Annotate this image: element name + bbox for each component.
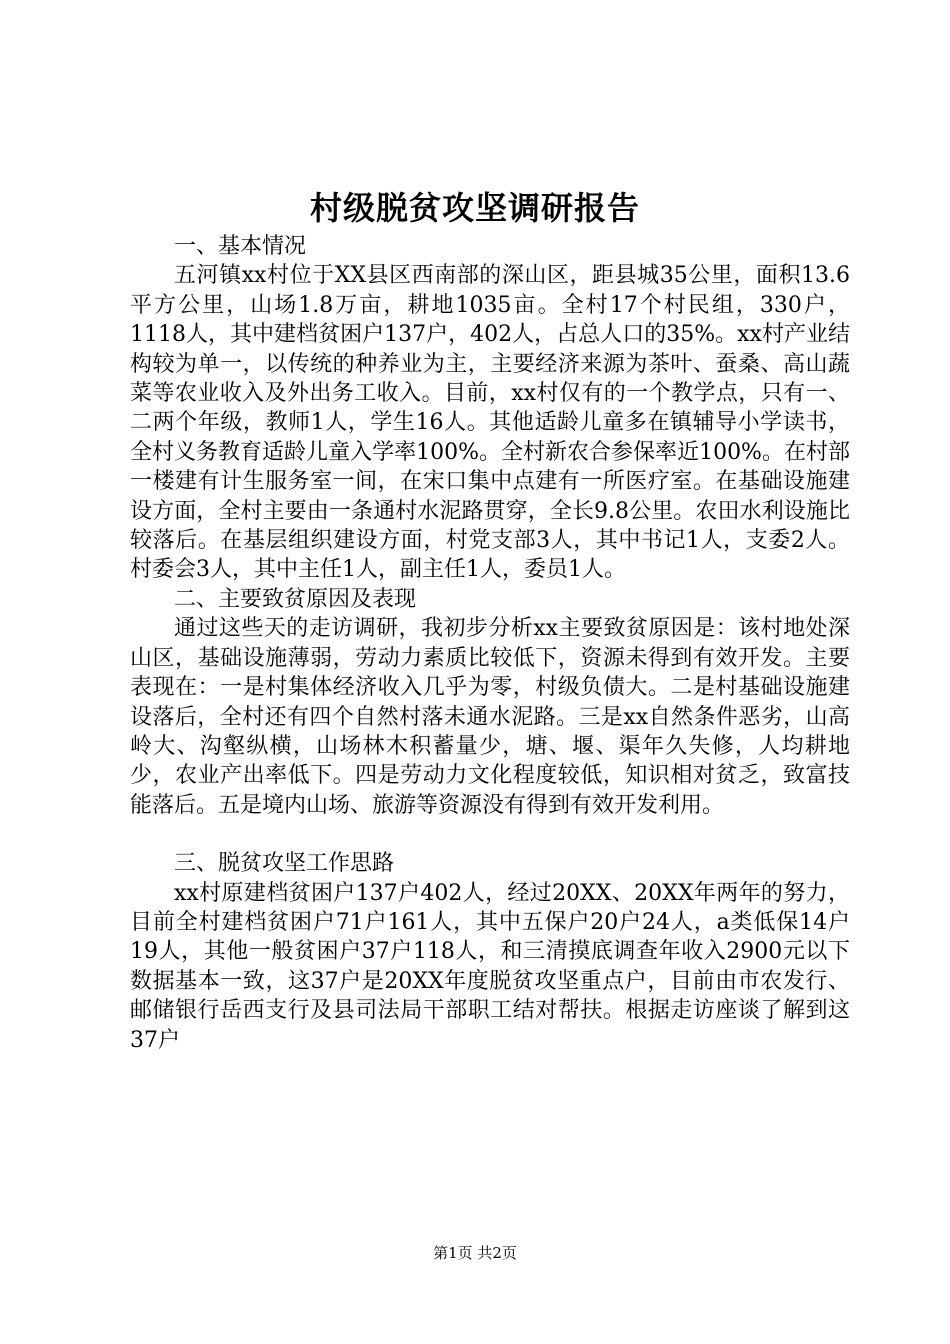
section-spacer [130, 820, 850, 849]
section-paragraph-poverty-causes: 通过这些天的走访调研，我初步分析xx主要致贫原因是：该村地处深山区，基础设施薄弱，劳动力素质比较低下，资源未得到有效开发。主要表现在：一是村集体经济收入几乎为零，村级负债大。二是村基础设施建设落后，全村还有四个自然村落未通水泥路。三是xx自然条件恶劣，山高岭大、沟壑纵横，山场林木积蓄量少，塘、堰、渠年久失修，人均耕地少，农业产出率低下。四是劳动力文化程度较低，知识相对贫乏，致富技能落后。五是境内山场、旅游等资源没有得到有效开发利用。 [130, 616, 850, 818]
document-body [130, 232, 850, 1055]
section-heading-basic-info: 一、基本情况 [174, 234, 307, 259]
section-heading-work-plan: 三、脱贫攻坚工作思路 [174, 851, 395, 877]
section-paragraph-work-plan: xx村原建档贫困户137户402人，经过20XX、20XX年两年的努力，目前全村建档贫困户71户161人，其中五保户20户24人，a类低保14户19人，其他一般贫困户37户118人，和三清摸底调查年收入2900元以下数据基本一致，这37户是20XX年度脱贫攻坚重点户，目前由市农发行、邮储银行岳西支行及县司法局干部职工结对帮扶。根据走访座谈了解到这37户 [130, 880, 850, 1053]
document-title: 村级脱贫攻坚调研报告 [309, 189, 640, 227]
section-heading-poverty-causes: 二、主要致贫原因及表现 [174, 586, 417, 612]
section-paragraph-basic-info: 五河镇xx村位于XX县区西南部的深山区，距县城35公里，面积13.6平方公里，山场1.8万亩，耕地1035亩。全村17个村民组，330户，1118人，其中建档贫困户137户，402人，占总人口的35%。xx村产业结构较为单一，以传统的种养业为主，主要经济来源为茶叶、蚕桑、高山蔬菜等农业收入及外出务工收入。目前，xx村仅有的一个教学点，只有一、二两个年级，教师1人，学生16人。其他适龄儿童多在镇辅导小学读书，全村义务教育适龄儿童入学率100%。全村新农合参保率近100%。在村部一楼建有计生服务室一间，在宋口集中点建有一所医疗室。在基础设施建设方面，全村主要由一条通村水泥路贯穿，全长9.8公里。农田水利设施比较落后。在基层组织建设方面，村党支部3人，其中书记1人，支委2人。村委会3人，其中主任1人，副主任1人，委员1人。 [130, 263, 850, 583]
page-footer: 第1页 共2页 [433, 1244, 517, 1262]
